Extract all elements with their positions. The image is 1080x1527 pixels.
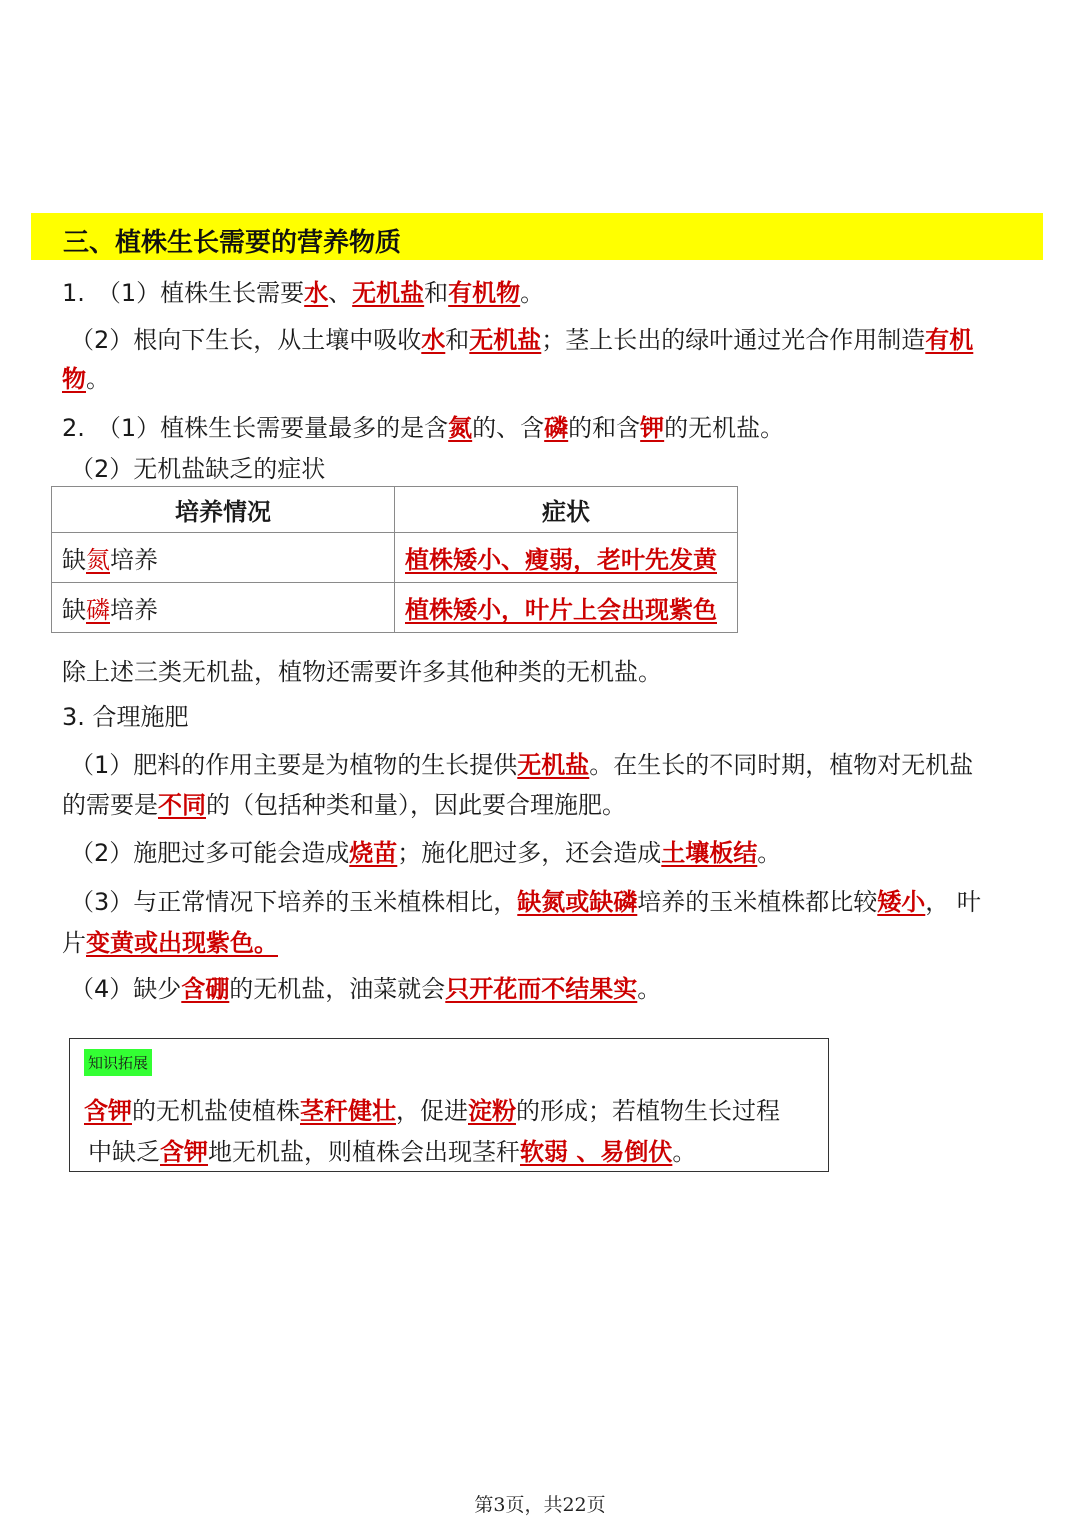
table-cell: 缺磷培养: [52, 583, 395, 633]
s2-line1: 2. （1）植株生长需要量最多的是含氮的、含磷的和含钾的无机盐。: [62, 414, 785, 442]
s3-line3: （2）施肥过多可能会造成烧苗；施化肥过多，还会造成土壤板结。: [70, 839, 782, 867]
knowledge-box: [69, 1038, 829, 1172]
page-number: 第3页，共22页: [474, 1494, 606, 1516]
table-cell: [395, 533, 738, 583]
table-header-row: [52, 487, 738, 533]
answer: 无机盐: [469, 326, 542, 354]
answer: 软弱 、易倒伏: [520, 1138, 673, 1166]
answer: 缺氮或缺磷: [517, 888, 638, 916]
symptoms-table: [51, 486, 738, 633]
s3-line2: 的需要是不同的（包括种类和量），因此要合理施肥。: [62, 791, 626, 819]
table-cell: 缺氮培养: [52, 533, 395, 583]
table-row: [52, 583, 738, 633]
answer: 只开花而不结果实: [445, 975, 638, 1003]
s1-line3: 物。: [62, 365, 110, 393]
s2-note: 除上述三类无机盐，植物还需要许多其他种类的无机盐。: [62, 658, 662, 686]
s3-line6: （4）缺少含硼的无机盐，油菜就会只开花而不结果实。: [70, 975, 662, 1003]
s3-line5: 片变黄或出现紫色。: [62, 929, 278, 957]
answer: 钾: [640, 414, 665, 442]
answer: 矮小: [877, 888, 926, 916]
answer: 磷: [86, 596, 110, 624]
section-heading: [31, 213, 1043, 260]
answer: 无机盐: [352, 279, 425, 307]
answer: 不同: [158, 791, 206, 819]
answer: 含硼: [181, 975, 230, 1003]
answer: 土壤板结: [661, 839, 758, 867]
answer: 氮: [86, 546, 110, 574]
answer: 物: [62, 365, 86, 393]
table-row: [52, 533, 738, 583]
s3-line1: （1）肥料的作用主要是为植物的生长提供无机盐。在生长的不同时期，植物对无机盐: [70, 751, 974, 779]
s1-line2: （2）根向下生长，从土壤中吸收水和无机盐；茎上长出的绿叶通过光合作用制造有机: [70, 326, 974, 354]
s2-line2: （2）无机盐缺乏的症状: [70, 455, 326, 483]
answer: 氮: [448, 414, 473, 442]
answer: 变黄或出现紫色。: [86, 929, 278, 957]
answer: 茎秆健壮: [300, 1097, 396, 1125]
s1-line1: 1. （1）植株生长需要水、无机盐和有机物。: [62, 279, 545, 307]
table-cell: [395, 583, 738, 633]
answer: 含钾: [160, 1138, 208, 1166]
table-header: 症状: [395, 487, 738, 533]
answer: 磷: [544, 414, 569, 442]
box-line2: 中缺乏含钾地无机盐，则植株会出现茎秆软弱 、易倒伏。: [88, 1138, 697, 1166]
answer: 无机盐: [517, 751, 590, 779]
answer: 水: [421, 326, 446, 354]
answer: 植株矮小，叶片上会出现紫色: [405, 596, 717, 624]
answer: 有机: [925, 326, 974, 354]
answer: 水: [304, 279, 329, 307]
answer: 有机物: [448, 279, 521, 307]
box-line1: 含钾的无机盐使植株茎秆健壮，促进淀粉的形成；若植物生长过程: [84, 1097, 780, 1125]
section-title: 三、植株生长需要的营养物质: [63, 228, 402, 258]
s3-line4: （3）与正常情况下培养的玉米植株相比，缺氮或缺磷培养的玉米植株都比较矮小， 叶: [70, 888, 981, 916]
answer: 植株矮小、瘦弱，老叶先发黄: [405, 546, 717, 574]
s3-title: 3. 合理施肥: [62, 703, 189, 731]
answer: 烧苗: [349, 839, 398, 867]
knowledge-tag: 知识拓展: [84, 1049, 152, 1076]
answer: 含钾: [84, 1097, 132, 1125]
table-header: 培养情况: [52, 487, 395, 533]
answer: 淀粉: [468, 1097, 516, 1125]
